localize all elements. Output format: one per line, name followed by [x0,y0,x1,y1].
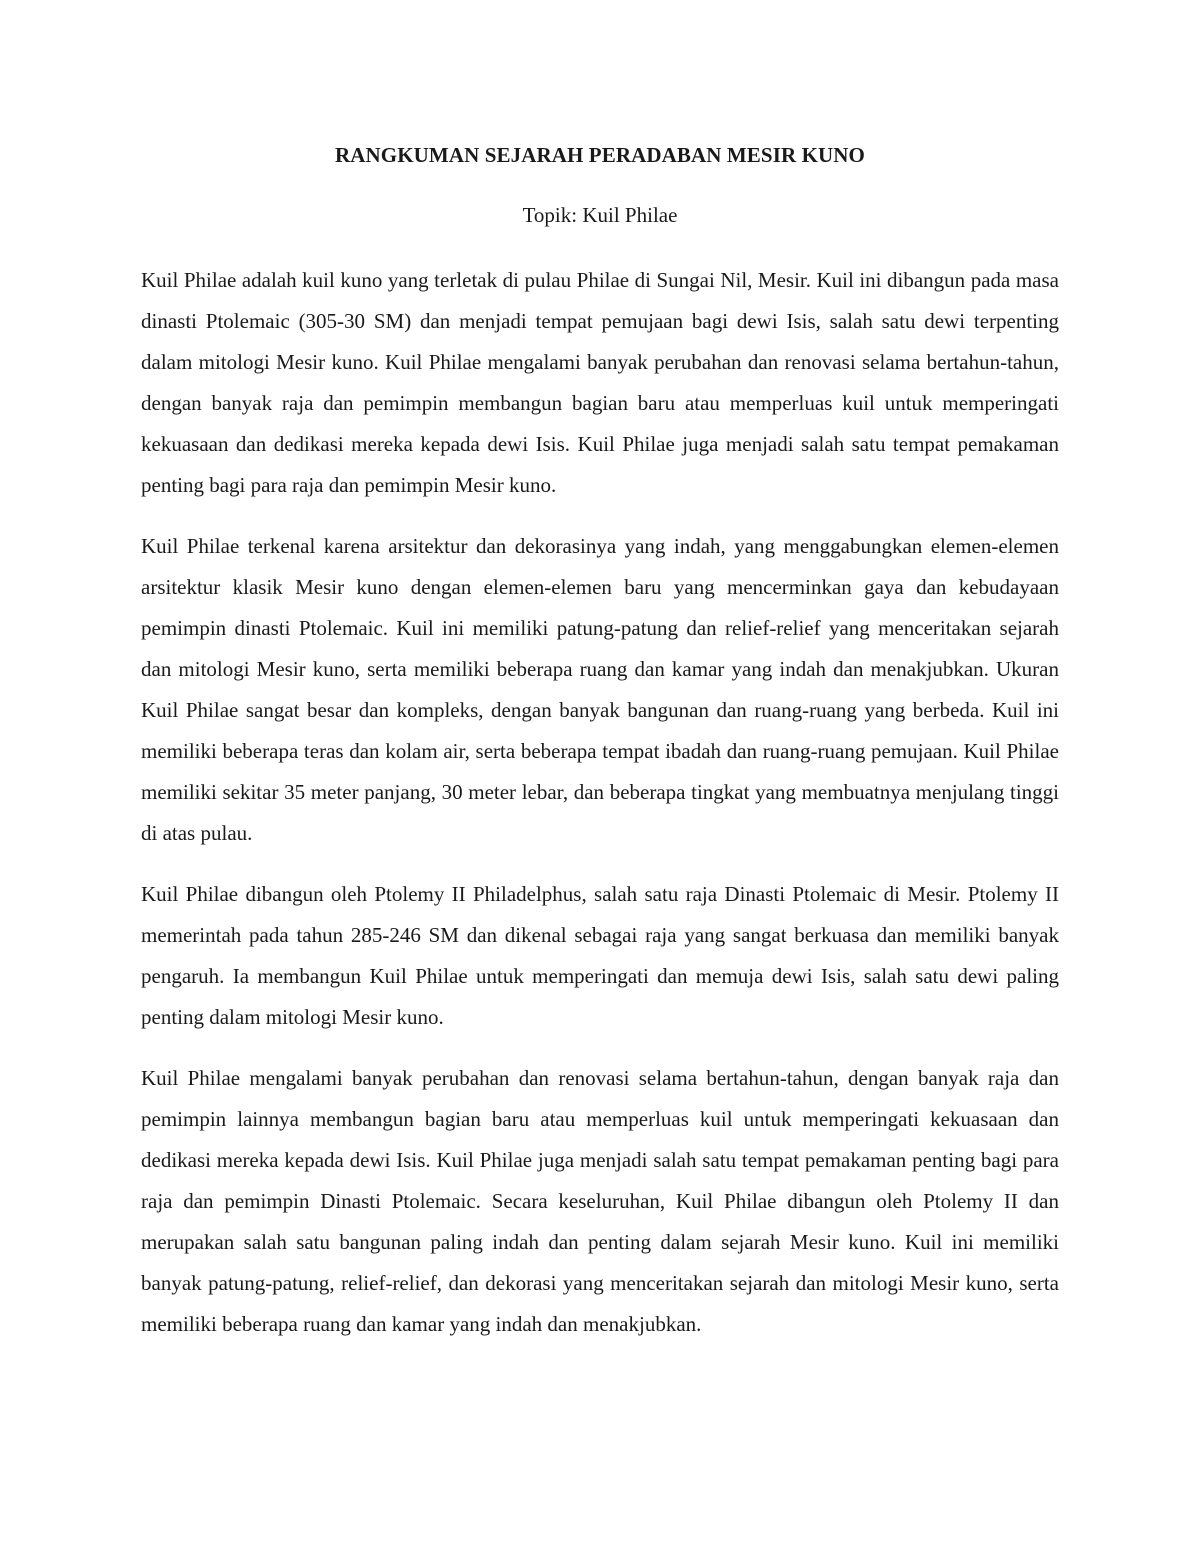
document-topic: Topik: Kuil Philae [522,203,678,227]
paragraph-2: Kuil Philae terkenal karena arsitektur dan dekorasinya yang indah, yang menggabungkan elemen-elemen arsitektur klasik Mesir kuno dengan elemen-elemen baru yang mencerminkan gaya dan kebudayaan pemimpin dinasti Ptolemaic. Kuil ini memiliki patung-patung dan relief-relief yang menceritakan sejarah dan mitologi Mesir kuno, serta memiliki beberapa ruang dan kamar yang indah dan menakjubkan. Ukuran Kuil Philae sangat besar dan kompleks, dengan banyak bangunan dan ruang-ruang yang berbeda. Kuil ini memiliki beberapa teras dan kolam air, serta beberapa tempat ibadah dan ruang-ruang pemujaan. Kuil Philae memiliki sekitar 35 meter panjang, 30 meter lebar, dan beberapa tingkat yang membuatnya menjulang tinggi di atas pulau. [141,534,1059,845]
document-body [141,260,1059,1345]
paragraph-1: Kuil Philae adalah kuil kuno yang terletak di pulau Philae di Sungai Nil, Mesir. Kuil ini dibangun pada masa dinasti Ptolemaic (305-30 SM) dan menjadi tempat pemujaan bagi dewi Isis, salah satu dewi terpenting dalam mitologi Mesir kuno. Kuil Philae mengalami banyak perubahan dan renovasi selama bertahun-tahun, dengan banyak raja dan pemimpin membangun bagian baru atau memperluas kuil untuk memperingati kekuasaan dan dedikasi mereka kepada dewi Isis. Kuil Philae juga menjadi salah satu tempat pemakaman penting bagi para raja dan pemimpin Mesir kuno. [141,268,1059,497]
paragraph-4: Kuil Philae mengalami banyak perubahan dan renovasi selama bertahun-tahun, dengan banyak raja dan pemimpin lainnya membangun bagian baru atau memperluas kuil untuk memperingati kekuasaan dan dedikasi mereka kepada dewi Isis. Kuil Philae juga menjadi salah satu tempat pemakaman penting bagi para raja dan pemimpin Dinasti Ptolemaic. Secara keseluruhan, Kuil Philae dibangun oleh Ptolemy II dan merupakan salah satu bangunan paling indah dan penting dalam sejarah Mesir kuno. Kuil ini memiliki banyak patung-patung, relief-relief, dan dekorasi yang menceritakan sejarah dan mitologi Mesir kuno, serta memiliki beberapa ruang dan kamar yang indah dan menakjubkan. [141,1066,1059,1336]
paragraph-3: Kuil Philae dibangun oleh Ptolemy II Philadelphus, salah satu raja Dinasti Ptolemaic di Mesir. Ptolemy II memerintah pada tahun 285-246 SM dan dikenal sebagai raja yang sangat berkuasa dan memiliki banyak pengaruh. Ia membangun Kuil Philae untuk memperingati dan memuja dewi Isis, salah satu dewi paling penting dalam mitologi Mesir kuno. [141,882,1059,1029]
document-title: RANGKUMAN SEJARAH PERADABAN MESIR KUNO [335,143,865,167]
